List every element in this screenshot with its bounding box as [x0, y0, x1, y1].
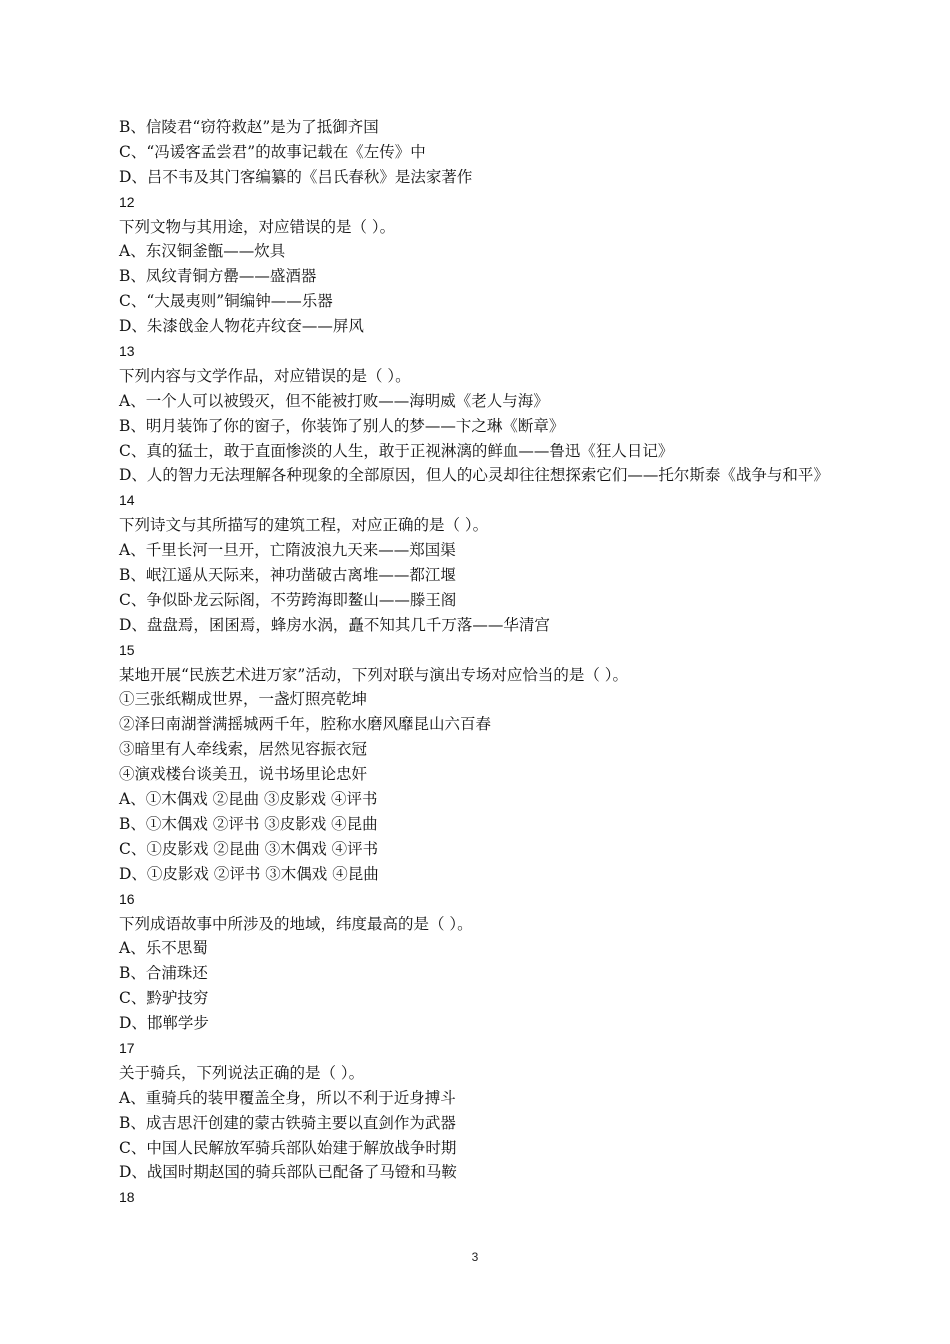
text-line: C、真的猛士，敢于直面惨淡的人生，敢于正视淋漓的鲜血——鲁迅《狂人日记》	[119, 441, 674, 460]
text-line: B、岷江遥从天际来，神功凿破古离堆——都江堰	[119, 566, 456, 585]
text-line: D、吕不韦及其门客编纂的《吕氏春秋》是法家著作	[119, 167, 473, 186]
text-line: ①三张纸糊成世界，一盏灯照亮乾坤	[119, 690, 368, 709]
text-line: D、战国时期赵国的骑兵部队已配备了马镫和马鞍	[119, 1163, 457, 1182]
question-number: 17	[119, 1039, 135, 1056]
text-line: C、①皮影戏 ②昆曲 ③木偶戏 ④评书	[119, 839, 379, 858]
document-body	[119, 115, 879, 1210]
text-line: 某地开展“民族艺术进万家”活动，下列对联与演出专场对应恰当的是（ ）。	[119, 665, 629, 684]
text-line: D、盘盘焉，囷囷焉，蜂房水涡，矗不知其几千万落——华清宫	[119, 615, 550, 634]
text-line: C、“冯谖客孟尝君”的故事记载在《左传》中	[119, 142, 426, 161]
text-line: 下列成语故事中所涉及的地域，纬度最高的是（ ）。	[119, 914, 473, 933]
text-line: ③暗里有人牵线索，居然见容振衣冠	[119, 740, 368, 759]
text-line: 下列内容与文学作品，对应错误的是（ ）。	[119, 366, 411, 385]
text-line: D、邯郸学步	[119, 1014, 209, 1033]
text-line: B、明月装饰了你的窗子，你装饰了别人的梦——卞之琳《断章》	[119, 416, 565, 435]
text-line: ②泽曰南湖誉满摇城两千年，腔称水磨风靡昆山六百春	[119, 715, 492, 734]
text-line: 下列文物与其用途，对应错误的是（ ）。	[119, 217, 396, 236]
question-number: 12	[119, 193, 135, 210]
question-number: 16	[119, 890, 135, 907]
text-line: A、①木偶戏 ②昆曲 ③皮影戏 ④评书	[119, 790, 378, 809]
question-number: 14	[119, 492, 135, 509]
text-line: B、凤纹青铜方罍——盛酒器	[119, 267, 317, 286]
text-line: A、乐不思蜀	[119, 939, 208, 958]
text-line: 下列诗文与其所描写的建筑工程，对应正确的是（ ）。	[119, 516, 489, 535]
text-line: B、成吉思汗创建的蒙古铁骑主要以直剑作为武器	[119, 1113, 456, 1132]
page-number: 3	[471, 1250, 479, 1264]
text-line: C、争似卧龙云际阁，不劳跨海即鳌山——滕王阁	[119, 590, 457, 609]
question-number: 15	[119, 641, 135, 658]
question-number: 18	[119, 1189, 135, 1206]
text-line: C、“大晟夷则”铜编钟——乐器	[119, 292, 333, 311]
text-line: A、重骑兵的装甲覆盖全身，所以不利于近身搏斗	[119, 1088, 456, 1107]
text-line: A、千里长河一旦开，亡隋波浪九天来——郑国渠	[119, 541, 456, 560]
text-line: A、东汉铜釜甑——炊具	[119, 242, 286, 261]
text-line: D、①皮影戏 ②评书 ③木偶戏 ④昆曲	[119, 864, 379, 883]
text-line: 关于骑兵，下列说法正确的是（ ）。	[119, 1063, 365, 1082]
text-line: C、黔驴技穷	[119, 989, 209, 1008]
text-line: D、朱漆戗金人物花卉纹奁——屏风	[119, 317, 364, 336]
text-line: B、合浦珠还	[119, 964, 208, 983]
text-line: B、信陵君“窃符救赵”是为了抵御齐国	[119, 118, 379, 136]
text-line: A、一个人可以被毁灭，但不能被打败——海明威《老人与海》	[119, 391, 549, 410]
text-line: ④演戏楼台谈美丑，说书场里论忠奸	[119, 765, 368, 784]
question-number: 13	[119, 343, 135, 360]
text-line: B、①木偶戏 ②评书 ③皮影戏 ④昆曲	[119, 814, 378, 833]
text-line: C、中国人民解放军骑兵部队始建于解放战争时期	[119, 1138, 457, 1157]
text-line: D、人的智力无法理解各种现象的全部原因，但人的心灵却往往想探索它们——托尔斯泰《战争与和平》	[119, 466, 829, 485]
